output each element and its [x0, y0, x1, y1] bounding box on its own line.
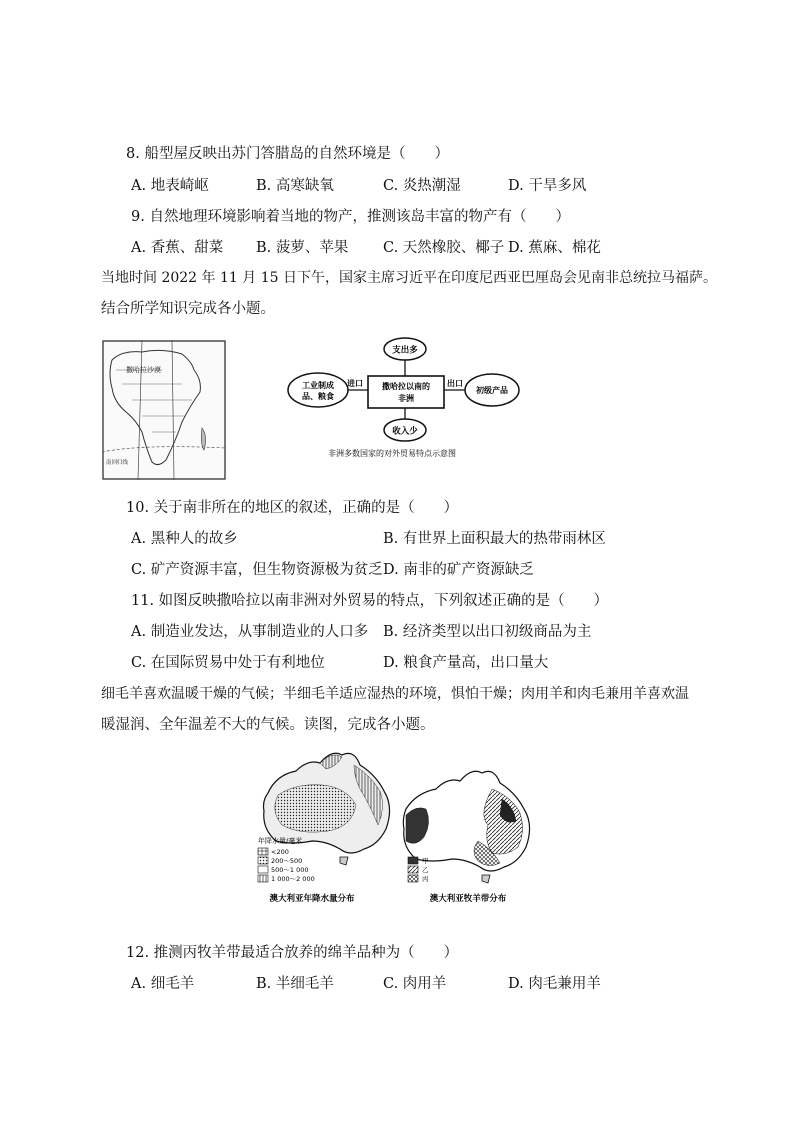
question-10-stem: 10. 关于南非所在的地区的叙述，正确的是（ ） — [126, 500, 459, 516]
passage-1-line-1: 当地时间 2022 年 11 月 15 日下午，国家主席习近平在印度尼西亚巴厘岛会见南非总统拉马福萨。 — [101, 270, 717, 286]
q12-option-a[interactable]: A. 细毛羊 — [131, 976, 195, 992]
rain-legend-3: 500～1 000 — [271, 866, 309, 874]
trade-bottom-label: 收入少 — [392, 426, 418, 437]
tropic-label: 南回归线 — [106, 460, 129, 466]
q8-option-b[interactable]: B. 高寒缺氧 — [256, 178, 334, 194]
export-label: 出口 — [447, 379, 463, 388]
australia-maps — [256, 745, 552, 905]
q11-option-a[interactable]: A. 制造业发达，从事制造业的人口多 — [131, 624, 369, 640]
q10-option-b[interactable]: B. 有世界上面积最大的热带雨林区 — [383, 531, 606, 547]
q8-option-c[interactable]: C. 炎热潮湿 — [383, 178, 461, 194]
rain-legend-2: 200～500 — [271, 857, 303, 865]
rain-legend-4: 1 000～2 000 — [271, 875, 315, 883]
q8-option-a[interactable]: A. 地表崎岖 — [131, 178, 209, 194]
passage-2-line-1: 细毛羊喜欢温暖干燥的气候；半细毛羊适应湿热的环境，惧怕干燥；肉用羊和肉毛兼用羊喜欢温 — [101, 686, 689, 702]
question-12-stem: 12. 推测丙牧羊带最适合放养的绵羊品种为（ ） — [126, 945, 459, 961]
q11-option-c[interactable]: C. 在国际贸易中处于有利地位 — [131, 655, 325, 671]
passage-1-line-2: 结合所学知识完成各小题。 — [101, 301, 275, 317]
q9-option-b[interactable]: B. 菠萝、苹果 — [256, 240, 349, 256]
question-9-stem: 9. 自然地理环境影响着当地的物产，推测该岛丰富的物产有（ ） — [131, 209, 570, 225]
rain-caption: 澳大利亚年降水量分布 — [269, 894, 355, 904]
q11-option-b[interactable]: B. 经济类型以出口初级商品为主 — [383, 624, 592, 640]
q9-option-d[interactable]: D. 蕉麻、棉花 — [508, 240, 601, 256]
q8-option-d[interactable]: D. 干旱多风 — [508, 178, 587, 194]
question-11-stem: 11. 如图反映撒哈拉以南非洲对外贸易的特点，下列叙述正确的是（ ） — [131, 593, 609, 609]
q12-option-c[interactable]: C. 肉用羊 — [383, 976, 447, 992]
q12-option-d[interactable]: D. 肉毛兼用羊 — [508, 976, 601, 992]
q9-option-c[interactable]: C. 天然橡胶、椰子 — [383, 240, 505, 256]
sheep-caption: 澳大利亚牧羊带分布 — [429, 894, 507, 904]
q10-option-a[interactable]: A. 黑种人的故乡 — [131, 531, 238, 547]
rain-legend-title: 年降水量/毫米 — [258, 837, 303, 845]
trade-left-line-1: 工业制成 — [302, 381, 334, 390]
q10-option-c[interactable]: C. 矿产资源丰富，但生物资源极为贫乏 — [131, 562, 383, 578]
trade-center-line-2: 非洲 — [398, 394, 414, 403]
trade-right-label: 初级产品 — [476, 386, 508, 395]
sahara-label: 撒哈拉沙漠 — [126, 366, 161, 374]
sheep-legend-1: 甲 — [422, 857, 429, 865]
africa-map — [102, 340, 226, 480]
trade-top-label: 支出多 — [392, 345, 418, 356]
trade-center-line-1: 撒哈拉以南的 — [382, 382, 430, 391]
question-8-stem: 8. 船型屋反映出苏门答腊岛的自然环境是（ ） — [126, 146, 449, 162]
trade-caption: 非洲多数国家的对外贸易特点示意图 — [328, 449, 456, 458]
sheep-legend-3: 丙 — [422, 875, 429, 883]
trade-left-line-2: 品、粮食 — [302, 392, 334, 401]
q9-option-a[interactable]: A. 香蕉、甜菜 — [131, 240, 224, 256]
passage-2-line-2: 暖湿润、全年温差不大的气候。读图，完成各小题。 — [101, 717, 435, 733]
sheep-legend-2: 乙 — [422, 866, 429, 874]
import-label: 进口 — [347, 379, 363, 388]
q10-option-d[interactable]: D. 南非的矿产资源缺乏 — [383, 562, 534, 578]
q12-option-b[interactable]: B. 半细毛羊 — [256, 976, 334, 992]
trade-diagram — [284, 336, 524, 460]
q11-option-d[interactable]: D. 粮食产量高，出口量大 — [383, 655, 549, 671]
rain-legend-1: <200 — [271, 848, 289, 856]
